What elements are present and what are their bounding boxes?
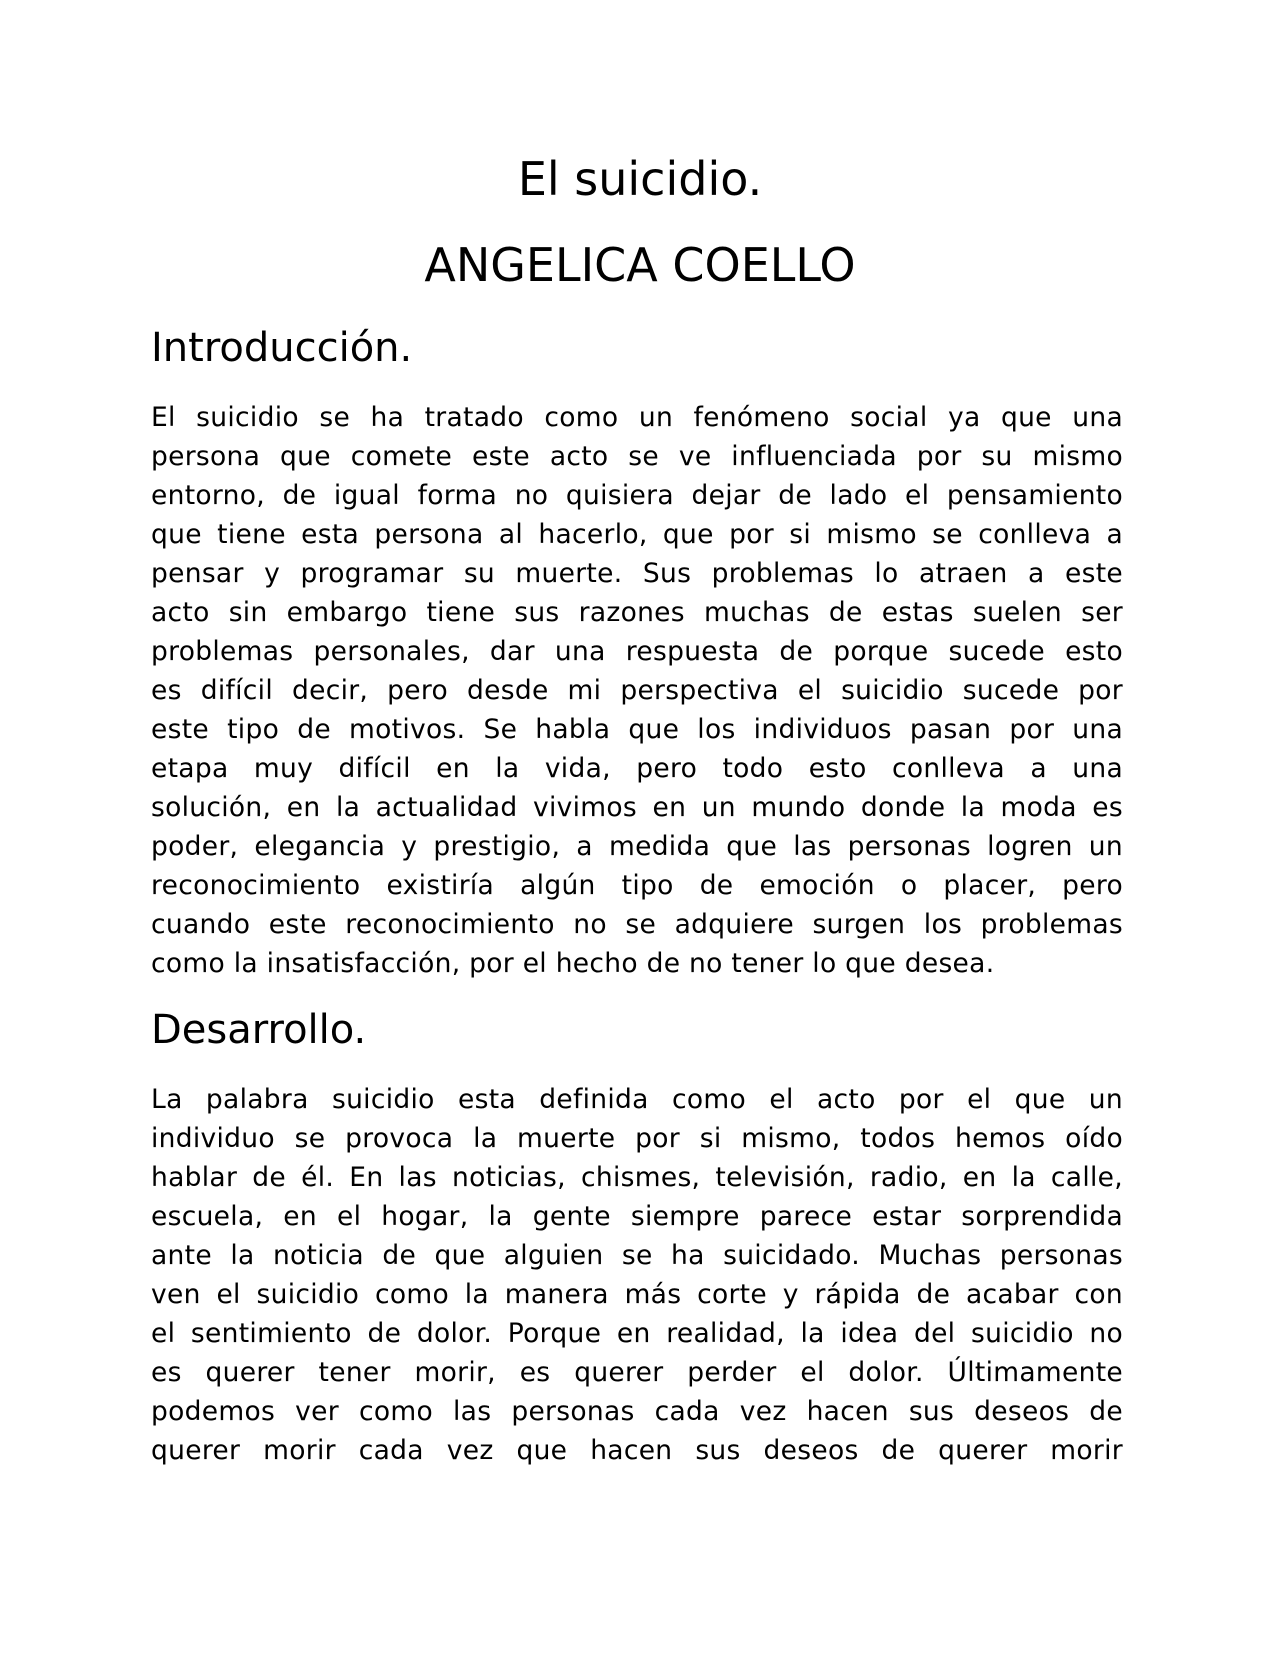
paragraph-line: escuela, en el hogar, la gente siempre parece estar sorprendida xyxy=(151,1201,1123,1232)
paragraph-line: este tipo de motivos. Se habla que los individuos pasan por una xyxy=(151,714,1123,745)
paragraph-line: etapa muy difícil en la vida, pero todo esto conlleva a una xyxy=(151,753,1123,784)
paragraph-line: reconocimiento existiría algún tipo de emoción o placer, pero xyxy=(151,870,1123,901)
document-author: ANGELICA COELLO xyxy=(424,238,856,292)
paragraph-line: el sentimiento de dolor. Porque en realidad, la idea del suicidio no xyxy=(151,1318,1123,1349)
paragraph-line: podemos ver como las personas cada vez hacen sus deseos de xyxy=(151,1396,1123,1427)
paragraph-line: El suicidio se ha tratado como un fenómeno social ya que una xyxy=(151,402,1123,433)
paragraph-line: pensar y programar su muerte. Sus problemas lo atraen a este xyxy=(151,558,1123,589)
paragraph-line: es querer tener morir, es querer perder el dolor. Últimamente xyxy=(151,1357,1123,1388)
paragraph-line: problemas personales, dar una respuesta de porque sucede esto xyxy=(151,636,1123,667)
paragraph-line: solución, en la actualidad vivimos en un mundo donde la moda es xyxy=(151,792,1123,823)
paragraph-introduction xyxy=(151,398,1123,983)
section-heading-introduction: Introducción. xyxy=(151,325,413,371)
paragraph-line: poder, elegancia y prestigio, a medida que las personas logren un xyxy=(151,831,1123,862)
paragraph-line: persona que comete este acto se ve influenciada por su mismo xyxy=(151,441,1123,472)
paragraph-line: cuando este reconocimiento no se adquiere surgen los problemas xyxy=(151,909,1123,940)
paragraph-development xyxy=(151,1080,1123,1470)
section-heading-development: Desarrollo. xyxy=(151,1007,367,1053)
paragraph-line: entorno, de igual forma no quisiera dejar de lado el pensamiento xyxy=(151,480,1123,511)
paragraph-line: individuo se provoca la muerte por si mismo, todos hemos oído xyxy=(151,1123,1123,1154)
paragraph-line: como la insatisfacción, por el hecho de no tener lo que desea. xyxy=(151,948,995,979)
paragraph-line: ante la noticia de que alguien se ha suicidado. Muchas personas xyxy=(151,1240,1123,1271)
document-title: El suicidio. xyxy=(517,152,763,206)
paragraph-line: que tiene esta persona al hacerlo, que por si mismo se conlleva a xyxy=(151,519,1123,550)
paragraph-line: acto sin embargo tiene sus razones muchas de estas suelen ser xyxy=(151,597,1123,628)
paragraph-line: hablar de él. En las noticias, chismes, televisión, radio, en la calle, xyxy=(151,1162,1123,1193)
paragraph-line: La palabra suicidio esta definida como el acto por el que un xyxy=(151,1084,1123,1115)
paragraph-line: es difícil decir, pero desde mi perspectiva el suicidio sucede por xyxy=(151,675,1123,706)
paragraph-line: ven el suicidio como la manera más corte y rápida de acabar con xyxy=(151,1279,1123,1310)
paragraph-line: querer morir cada vez que hacen sus deseos de querer morir xyxy=(151,1435,1123,1466)
